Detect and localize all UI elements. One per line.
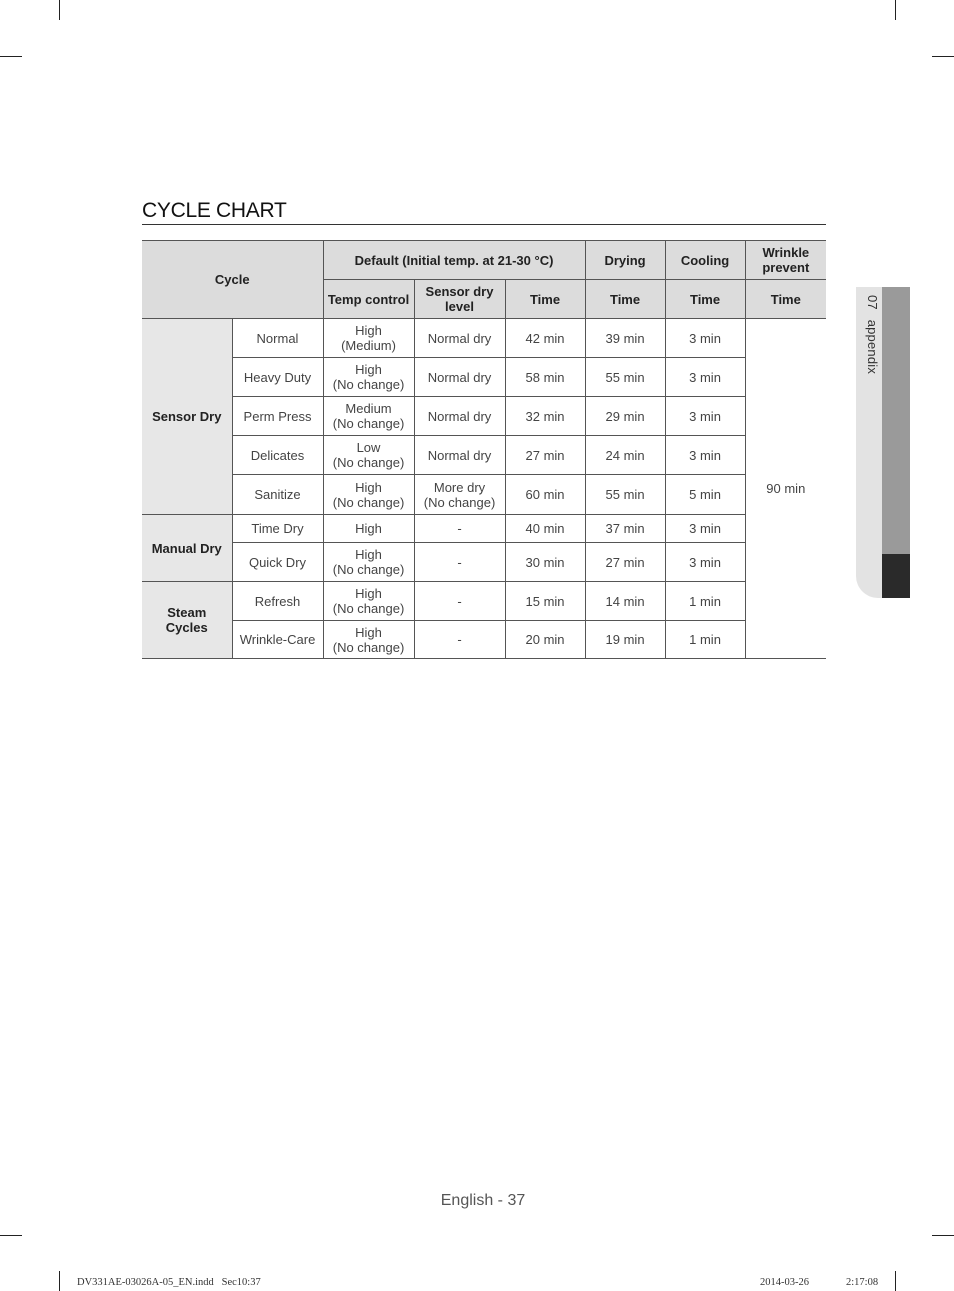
section-number: 07 — [865, 295, 880, 310]
temp-control: High (Medium) — [323, 319, 414, 358]
header-wrinkle-prevent: Wrinkle prevent — [745, 241, 826, 280]
header-cooling: Cooling — [665, 241, 745, 280]
header-drying-time: Time — [585, 280, 665, 319]
temp-control: High (No change) — [323, 358, 414, 397]
time: 60 min — [505, 475, 585, 515]
page-number: English - 37 — [440, 1192, 526, 1209]
cooling-time: 3 min — [665, 436, 745, 475]
cooling-time: 3 min — [665, 397, 745, 436]
sensor-dry-level: Normal dry — [414, 436, 505, 475]
wrinkle-prevent-time: 90 min — [745, 319, 826, 659]
cycle-name: Perm Press — [232, 397, 323, 436]
crop-mark — [0, 56, 22, 57]
cycle-name: Normal — [232, 319, 323, 358]
table-row — [142, 543, 826, 582]
cycle-name: Sanitize — [232, 475, 323, 515]
time: 32 min — [505, 397, 585, 436]
group-sensor-dry: Sensor Dry — [142, 319, 232, 515]
cycle-name: Refresh — [232, 582, 323, 621]
temp-control: High (No change) — [323, 621, 414, 659]
crop-mark — [895, 1271, 896, 1291]
sensor-dry-level: Normal dry — [414, 319, 505, 358]
table-row — [142, 582, 826, 621]
drying-time: 55 min — [585, 475, 665, 515]
sensor-dry-level: Normal dry — [414, 397, 505, 436]
page-title: CYCLE CHART — [142, 199, 826, 225]
side-tab-marker — [882, 554, 910, 598]
temp-control: High (No change) — [323, 475, 414, 515]
sensor-dry-level: - — [414, 543, 505, 582]
cycle-name: Heavy Duty — [232, 358, 323, 397]
crop-mark — [59, 1271, 60, 1291]
temp-control: High (No change) — [323, 543, 414, 582]
sensor-dry-level: - — [414, 515, 505, 543]
cycle-name: Wrinkle-Care — [232, 621, 323, 659]
drying-time: 39 min — [585, 319, 665, 358]
time: 15 min — [505, 582, 585, 621]
group-steam-cycles: Steam Cycles — [142, 582, 232, 659]
table-row — [142, 621, 826, 659]
slug-file: DV331AE-03026A-05_EN.indd Sec10:37 — [77, 1277, 261, 1288]
header-cycle: Cycle — [142, 241, 323, 319]
side-tab-label — [858, 295, 880, 395]
cycle-name: Delicates — [232, 436, 323, 475]
time: 58 min — [505, 358, 585, 397]
drying-time: 29 min — [585, 397, 665, 436]
cooling-time: 3 min — [665, 319, 745, 358]
cooling-time: 5 min — [665, 475, 745, 515]
table-row — [142, 397, 826, 436]
table-row — [142, 319, 826, 358]
drying-time: 37 min — [585, 515, 665, 543]
cycle-name: Time Dry — [232, 515, 323, 543]
header-sensor-dry-level: Sensor dry level — [414, 280, 505, 319]
temp-control: High (No change) — [323, 582, 414, 621]
crop-mark — [932, 56, 954, 57]
drying-time: 55 min — [585, 358, 665, 397]
drying-time: 14 min — [585, 582, 665, 621]
drying-time: 19 min — [585, 621, 665, 659]
table-row — [142, 358, 826, 397]
slug-date: 2014-03-26 — [760, 1277, 809, 1288]
header-temp-control: Temp control — [323, 280, 414, 319]
temp-control: High — [323, 515, 414, 543]
sensor-dry-level: - — [414, 621, 505, 659]
time: 40 min — [505, 515, 585, 543]
drying-time: 24 min — [585, 436, 665, 475]
header-time: Time — [505, 280, 585, 319]
crop-mark — [0, 1235, 22, 1236]
cooling-time: 1 min — [665, 582, 745, 621]
crop-mark — [932, 1235, 954, 1236]
header-drying: Drying — [585, 241, 665, 280]
time: 42 min — [505, 319, 585, 358]
temp-control: Medium (No change) — [323, 397, 414, 436]
cycle-chart-table — [142, 240, 826, 659]
cooling-time: 1 min — [665, 621, 745, 659]
time: 30 min — [505, 543, 585, 582]
header-default: Default (Initial temp. at 21-30 °C) — [323, 241, 585, 280]
slug-time: 2:17:08 — [846, 1277, 879, 1288]
sensor-dry-level: More dry (No change) — [414, 475, 505, 515]
group-manual-dry: Manual Dry — [142, 515, 232, 582]
crop-mark — [59, 0, 60, 20]
cooling-time: 3 min — [665, 515, 745, 543]
table-row — [142, 515, 826, 543]
header-wrinkle-time: Time — [745, 280, 826, 319]
cooling-time: 3 min — [665, 543, 745, 582]
table-row — [142, 475, 826, 515]
section-label: appendix — [865, 319, 880, 375]
cooling-time: 3 min — [665, 358, 745, 397]
header-cooling-time: Time — [665, 280, 745, 319]
drying-time: 27 min — [585, 543, 665, 582]
temp-control: Low (No change) — [323, 436, 414, 475]
table-row — [142, 436, 826, 475]
side-tab-bar — [882, 287, 910, 554]
crop-mark — [895, 0, 896, 20]
time: 20 min — [505, 621, 585, 659]
time: 27 min — [505, 436, 585, 475]
sensor-dry-level: - — [414, 582, 505, 621]
cycle-name: Quick Dry — [232, 543, 323, 582]
sensor-dry-level: Normal dry — [414, 358, 505, 397]
